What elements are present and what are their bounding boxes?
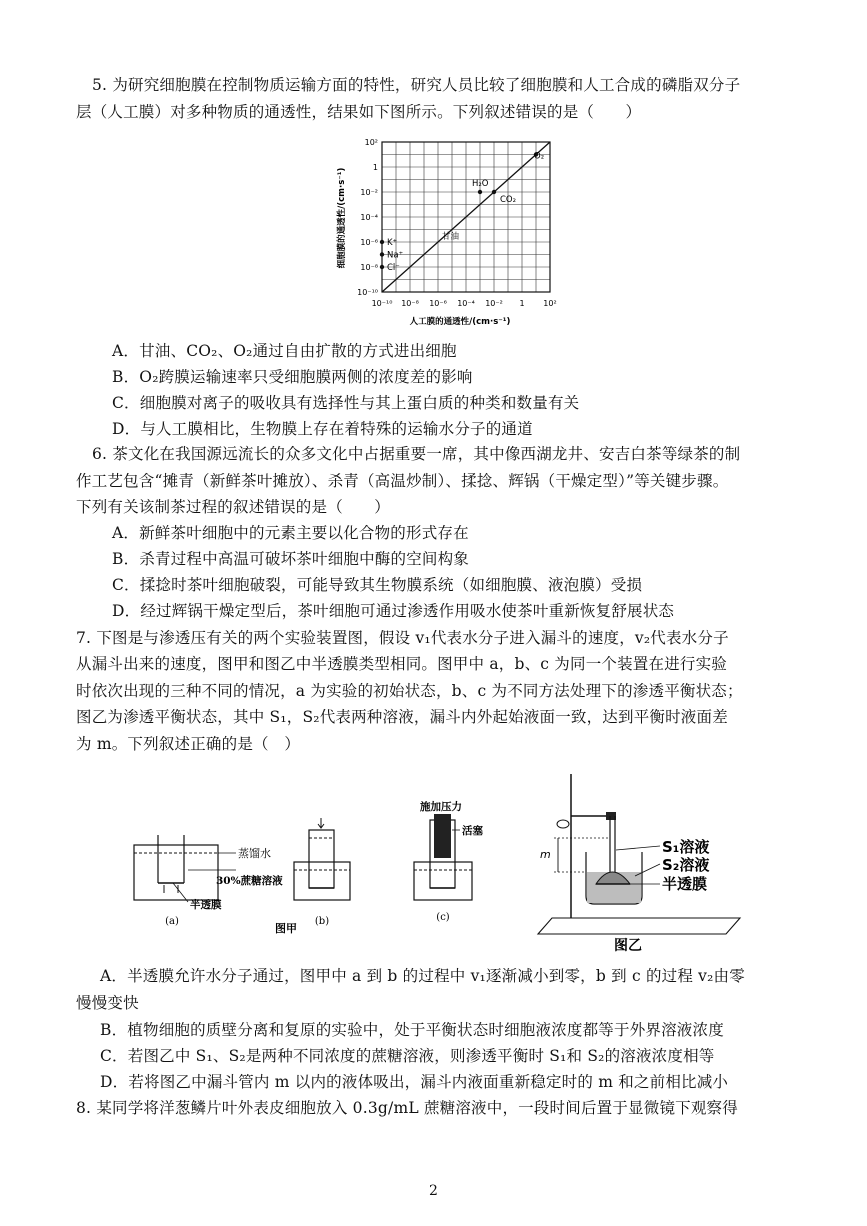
data-point: [492, 190, 496, 194]
label-sucrose: 30%蔗糖溶液: [216, 875, 283, 887]
caption-figure-jia: 图甲: [275, 922, 297, 935]
q6-stem-line3: 下列有关该制茶过程的叙述错误的是（ ）: [76, 498, 391, 516]
label-c: (c): [436, 912, 450, 923]
x-tick-label: 10⁻¹⁰: [371, 299, 393, 308]
q7-option-d: D．若将图乙中漏斗管内 m 以内的液体吸出，漏斗内液面重新稳定时的 m 和之前相比减小: [100, 1073, 729, 1091]
q7-stem-line2: 从漏斗出来的速度，图甲和图乙中半透膜类型相同。图甲中 a，b、c 为同一个装置在进行实验: [76, 655, 728, 673]
data-point-label: Na⁺: [387, 250, 404, 261]
x-tick-label: 10²: [543, 299, 557, 308]
q7-stem-line1: 7. 下图是与渗透压有关的两个实验装置图，假设 v₁代表水分子进入漏斗的速度，v₂代表水分子: [76, 629, 729, 647]
label-apply-pressure: 施加压力: [420, 801, 462, 813]
y-tick-label: 10⁻⁴: [360, 213, 378, 222]
funnel-tube-b: [309, 830, 334, 888]
page-number: 2: [429, 1183, 438, 1199]
apparatus-b: [294, 818, 350, 927]
x-tick-label: 10⁻⁶: [429, 299, 447, 308]
apparatus-a: [134, 835, 283, 927]
x-tick-label: 10⁻²: [485, 299, 503, 308]
q5-stem-line1: 5. 为研究细胞膜在控制物质运输方面的特性，研究人员比较了细胞膜和人工合成的磷脂双分子: [92, 76, 741, 94]
q6-stem-line2: 作工艺包含“摊青（新鲜茶叶摊放）、杀青（高温炒制）、揉捻、辉锅（干燥定型）”等关键步骤。: [76, 472, 729, 490]
beaker-b: [294, 862, 350, 900]
label-semipermeable-a: 半透膜: [190, 899, 222, 911]
label-m: m: [540, 848, 551, 861]
piston: [434, 814, 451, 858]
q5-option-a: A．甘油、CO₂、O₂通过自由扩散的方式进出细胞: [112, 342, 457, 360]
x-tick-label: 10⁻⁴: [457, 299, 475, 308]
q7-option-a-line1: A．半透膜允许水分子通过，图甲中 a 到 b 的过程中 v₁逐渐减小到零，b 到 c 的过程 v₂由零: [100, 967, 745, 985]
chart-x-label: 人工膜的通透性/(cm·s⁻¹): [409, 317, 511, 327]
y-tick-label: 10⁻⁸: [360, 263, 378, 272]
q7-stem-line5: 为 m。下列叙述正确的是（ ）: [76, 735, 301, 753]
figure-yi: [530, 768, 760, 958]
label-distilled-water: 蒸馏水: [238, 847, 271, 860]
q6-option-c: C．揉捻时茶叶细胞破裂，可能导致其生物膜系统（如细胞膜、液泡膜）受损: [112, 576, 643, 594]
q8-stem-line1: 8. 某同学将洋葱鳞片叶外表皮细胞放入 0.3g/mL 蔗糖溶液中，一段时间后置于显微镜下观察得: [76, 1099, 738, 1117]
q7-stem-line4: 图乙为渗透平衡状态，其中 S₁，S₂代表两种溶液，漏斗内外起始液面一致，达到平衡时液面差: [76, 708, 728, 726]
label-b: (b): [314, 916, 330, 927]
y-tick-label: 10⁻¹⁰: [357, 288, 378, 297]
data-point-label: CO₂: [500, 195, 517, 205]
data-point-label: K⁺: [387, 238, 398, 248]
data-point: [478, 190, 482, 194]
q5-option-c: C．细胞膜对离子的吸收具有选择性与其上蛋白质的种类和数量有关: [112, 394, 580, 412]
q6-option-b: B．杀青过程中高温可破坏茶叶细胞中酶的空间构象: [112, 550, 469, 568]
permeability-chart: [330, 134, 580, 330]
data-point-label: 甘油: [442, 232, 460, 242]
base-plate: [538, 918, 740, 934]
y-tick-label: 1: [372, 163, 378, 172]
label-a: (a): [165, 916, 179, 927]
data-point-label: Cl⁻: [387, 263, 400, 273]
label-s2: S₂溶液: [662, 856, 710, 874]
q7-option-c: C．若图乙中 S₁、S₂是两种不同浓度的蔗糖溶液，则渗透平衡时 S₁和 S₂的溶液浓度相等: [100, 1047, 715, 1065]
y-tick-label: 10²: [364, 138, 378, 147]
data-point: [380, 240, 384, 244]
figure-jia: [128, 790, 488, 940]
data-point-label: H₂O: [472, 179, 489, 189]
q5-option-d: D．与人工膜相比，生物膜上存在着特殊的运输水分子的通道: [112, 420, 533, 438]
chart-y-label: 细胞膜的通透性/(cm·s⁻¹): [337, 167, 347, 269]
x-tick-label: 1: [519, 299, 525, 308]
q6-option-d: D．经过辉锅干燥定型后，茶叶细胞可通过渗透作用吸水使茶叶重新恢复舒展状态: [112, 602, 675, 620]
q5-stem-line2: 层（人工膜）对多种物质的通透性，结果如下图所示。下列叙述错误的是（ ）: [76, 103, 642, 121]
q7-option-b: B．植物细胞的质壁分离和复原的实验中，处于平衡状态时细胞液浓度都等于外界溶液浓度: [100, 1021, 724, 1039]
caption-figure-yi: 图乙: [614, 938, 642, 954]
x-tick-label: 10⁻⁸: [401, 299, 419, 308]
data-point: [380, 252, 384, 256]
q7-stem-line3: 时依次出现的三种不同的情况，a 为实验的初始状态，b、c 为不同方法处理下的渗透平衡状态；: [76, 682, 743, 700]
q6-option-a: A．新鲜茶叶细胞中的元素主要以化合物的形式存在: [112, 524, 469, 542]
q6-stem-line1: 6. 茶文化在我国源远流长的众多文化中占据重要一席，其中像西湖龙井、安吉白茶等绿茶的制: [92, 445, 741, 463]
q5-option-b: B．O₂跨膜运输速率只受细胞膜两侧的浓度差的影响: [112, 368, 473, 386]
beaker-c: [414, 862, 472, 900]
label-piston: 活塞: [462, 825, 483, 837]
funnel-tube-a: [158, 835, 184, 883]
apparatus-c: [414, 800, 483, 923]
y-tick-label: 10⁻⁶: [360, 238, 378, 247]
label-s1: S₁溶液: [662, 838, 710, 856]
label-semipermeable-yi: 半透膜: [662, 875, 708, 893]
data-point-label: O₂: [534, 151, 545, 162]
data-point: [380, 265, 384, 269]
q7-option-a-line2: 慢慢变快: [76, 994, 139, 1012]
y-tick-label: 10⁻²: [360, 188, 378, 197]
